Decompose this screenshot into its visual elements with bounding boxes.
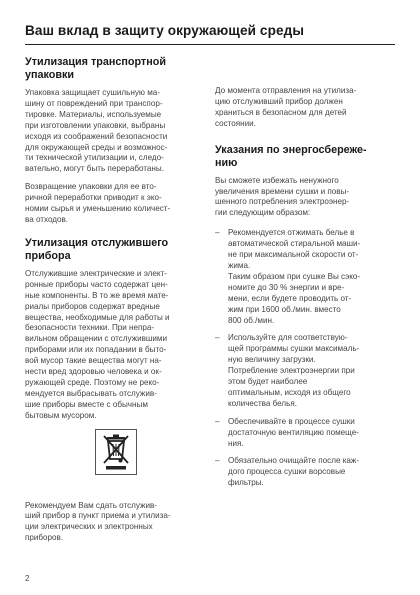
list-item — [215, 417, 395, 450]
title-rule — [25, 44, 395, 45]
weee-symbol — [95, 429, 137, 475]
list-item — [215, 333, 395, 409]
tip-text: Обеспечивайте в процессе сушки достаточную вентиляцию помеще- ния. — [228, 416, 359, 448]
list-item — [215, 228, 395, 326]
left-column — [25, 56, 203, 551]
energy-tips-list — [215, 228, 395, 489]
energy-saving-intro: Вы сможете избежать ненужного увеличения времени сушки и повы- шенного потребления электроэнер- гии следующим образом: — [215, 175, 350, 218]
tip-text: Обязательно очищайте после каж- дого процесса сушки ворсовые фильтры. — [228, 456, 360, 488]
tip-text: Рекомендуется отжимать белье в автоматической стиральной маши- не при максимальной скорости от- жима. — [228, 228, 361, 270]
tip-detail: Таким образом при сушке Вы сэко- номите до 30 % энергии и вре- мени, если будете проводить от- жим при 1600 об./мин. вместо 800 об./мин. — [228, 271, 361, 325]
packaging-heading: Утилизация транспортной упаковки — [25, 56, 166, 81]
crossed-out-wheelie-bin-icon — [101, 433, 131, 471]
device-disposal-paragraph-1: Отслужившие электрические и элект- ронные приборы часто содержат цен- ные компоненты. В то же время мате- риалы приборов содержат вредные вещества, необходимые для работы и безопасности техники. При непра- вильном обращении с отслужившими приборами или их попадании в быто- вой мусор такие вещества могут на- нести вред здоровью человека и ок- ружающей среде. Поэтому не реко- мендуется выбрасывать отслужив- шие приборы вместе с обычным бытовым мусором. — [25, 268, 170, 420]
energy-saving-heading: Указания по энергосбереже- нию — [215, 143, 367, 169]
device-disposal-paragraph-2: Рекомендуем Вам сдать отслужив- ший прибор в пункт приема и утилиза- ции электрических и электронных приборов. — [25, 500, 171, 543]
list-dash: – — [215, 333, 220, 343]
right-column — [215, 86, 395, 496]
list-item — [215, 456, 395, 489]
packaging-paragraph-1: Упаковка защищает сушильную ма- шину от повреждений при транспор- тировке. Материалы, используемые при изготовлении упаковки, выбраны исходя из соображений безопасности для окружающей среды и возможнос- ти технической утилизации и, следо- вательно, могут быть переработаны. — [25, 88, 168, 174]
device-disposal-heading: Утилизация отслужившего прибора — [25, 236, 169, 262]
page-title: Ваш вклад в защиту окружающей среды — [25, 23, 305, 38]
tip-text: Используйте для соответствую- щей программы сушки максималь- ную величину загрузки. — [228, 333, 360, 365]
tip-detail: Потребление электроэнергии при этом будет наиболее оптимальным, исходя из общего количества белья. — [228, 366, 355, 408]
page-number: 2 — [25, 574, 30, 583]
storage-paragraph: До момента отправления на утилиза- цию отслуживший прибор должен храниться в безопасном для детей состоянии. — [215, 86, 357, 128]
list-dash: – — [215, 416, 220, 426]
list-dash: – — [215, 456, 220, 466]
list-dash: – — [215, 228, 220, 238]
packaging-paragraph-2: Возвращение упаковки для ее вто- ричной переработки приводит к эко- номии сырья и уменьшению количест- ва отходов. — [25, 182, 171, 224]
